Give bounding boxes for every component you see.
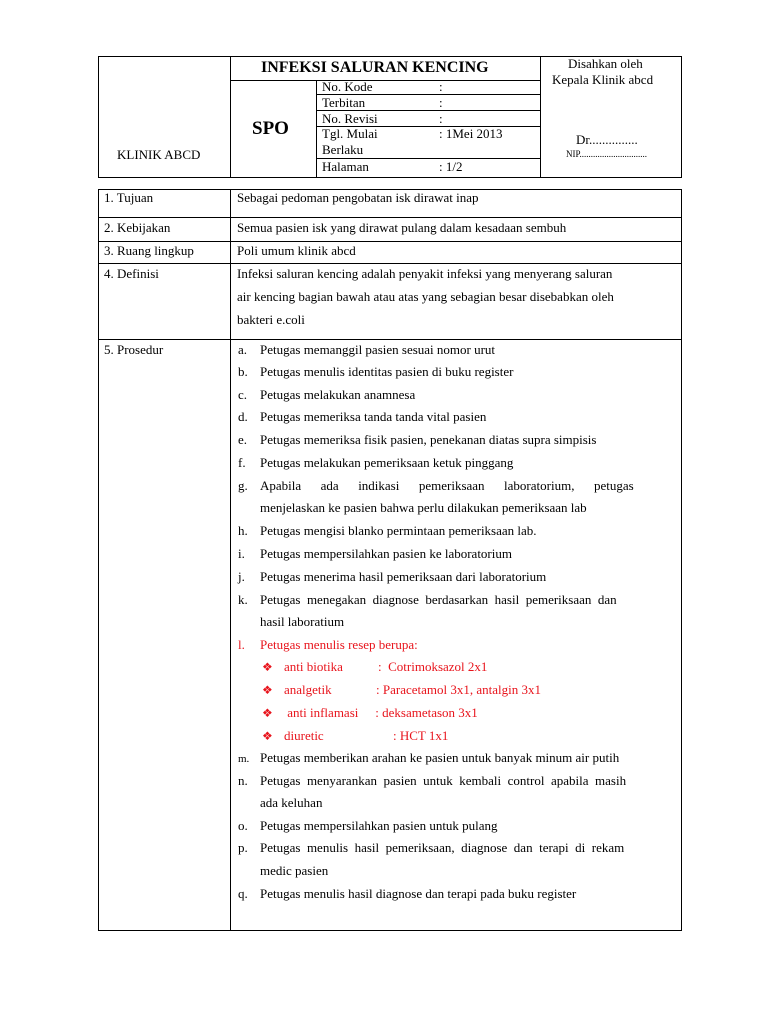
- field-no-revisi-value: :: [439, 111, 443, 126]
- step-letter: d.: [238, 409, 248, 424]
- field-terbitan-label: Terbitan: [322, 95, 366, 110]
- step-text: Petugas melakukan anamnesa: [260, 387, 416, 402]
- step-text: Petugas menulis identitas pasien di buku register: [260, 364, 514, 379]
- clinic-name: KLINIK ABCD: [117, 147, 201, 162]
- approval-signature: Dr...............: [576, 132, 638, 147]
- step-text: Petugas melakukan pemeriksaan ketuk pinggang: [260, 455, 514, 470]
- step-letter: g.: [238, 478, 248, 493]
- document-title: INFEKSI SALURAN KENCING: [261, 59, 489, 76]
- step-text: Petugas menyarankan pasien untuk kembali control apabila masih: [260, 773, 627, 788]
- step-text: Petugas menerima hasil pemeriksaan dari laboratorium: [260, 569, 547, 584]
- step-letter: o.: [238, 818, 248, 833]
- resep-dose: : HCT 1x1: [393, 728, 449, 743]
- step-letter: m.: [238, 753, 250, 765]
- step-letter: i.: [238, 546, 245, 561]
- field-berlaku-label: Berlaku: [322, 142, 364, 157]
- step-text-continued: hasil laboratium: [260, 614, 345, 629]
- row-kebijakan-text: Semua pasien isk yang dirawat pulang dalam kesadaan sembuh: [237, 220, 567, 235]
- row-definisi-line2: air kencing bagian bawah atau atas yang sebagian besar disebabkan oleh: [237, 289, 614, 304]
- step-letter: n.: [238, 773, 248, 788]
- field-no-revisi-label: No. Revisi: [322, 111, 378, 126]
- step-letter: p.: [238, 840, 248, 855]
- resep-drug: analgetik: [284, 682, 332, 697]
- step-letter: l.: [238, 637, 245, 652]
- field-halaman-label: Halaman: [322, 159, 369, 174]
- step-letter: a.: [238, 342, 248, 357]
- resep-dose: : Cotrimoksazol 2x1: [378, 659, 488, 674]
- step-text: Petugas memanggil pasien sesuai nomor urut: [260, 342, 496, 357]
- diamond-bullet-icon: ❖: [262, 683, 273, 697]
- resep-drug: anti biotika: [284, 659, 343, 674]
- resep-drug: anti inflamasi: [284, 705, 359, 720]
- step-text: Petugas mempersilahkan pasien untuk pulang: [260, 818, 498, 833]
- diamond-bullet-icon: ❖: [262, 660, 273, 674]
- field-terbitan-value: :: [439, 95, 443, 110]
- field-no-kode-value: :: [439, 79, 443, 94]
- step-letter: j.: [238, 569, 245, 584]
- step-text: Petugas memeriksa fisik pasien, penekanan diatas supra simpisis: [260, 432, 597, 447]
- row-definisi-label: 4. Definisi: [104, 266, 159, 281]
- step-text: Apabila ada indikasi pemeriksaan laboratorium, petugas: [260, 478, 634, 493]
- diamond-bullet-icon: ❖: [262, 706, 273, 720]
- step-letter: c.: [238, 387, 248, 402]
- resep-dose: : Paracetamol 3x1, antalgin 3x1: [376, 682, 541, 697]
- field-halaman-value: : 1/2: [439, 159, 463, 174]
- row-tujuan-label: 1. Tujuan: [104, 190, 154, 205]
- row-ruang-label: 3. Ruang lingkup: [104, 243, 194, 258]
- resep-drug: diuretic: [284, 728, 324, 743]
- row-ruang-text: Poli umum klinik abcd: [237, 243, 356, 258]
- step-letter: b.: [238, 364, 248, 379]
- step-letter: k.: [238, 592, 248, 607]
- step-text: Petugas menulis hasil pemeriksaan, diagnose dan terapi di rekam: [260, 840, 625, 855]
- step-text: Petugas menegakan diagnose berdasarkan hasil pemeriksaan dan: [260, 592, 617, 607]
- step-text-continued: ada keluhan: [260, 795, 323, 810]
- field-tgl-mulai-label: Tgl. Mulai: [322, 126, 378, 141]
- field-no-kode-label: No. Kode: [322, 79, 373, 94]
- step-text: Petugas menulis hasil diagnose dan terapi pada buku register: [260, 886, 577, 901]
- step-text: Petugas menulis resep berupa:: [260, 637, 418, 652]
- row-prosedur-label: 5. Prosedur: [104, 342, 164, 357]
- approval-nip: NIP..............................: [566, 149, 648, 159]
- resep-dose: : deksametason 3x1: [372, 705, 478, 720]
- step-text: Petugas memberikan arahan ke pasien untuk banyak minum air putih: [260, 750, 620, 765]
- step-letter: h.: [238, 523, 248, 538]
- step-letter: e.: [238, 432, 248, 447]
- step-letter: q.: [238, 886, 248, 901]
- step-text-continued: medic pasien: [260, 863, 329, 878]
- spo-label: SPO: [252, 118, 289, 139]
- approval-line1: Disahkan oleh: [568, 56, 643, 71]
- step-text: Petugas memeriksa tanda tanda vital pasien: [260, 409, 487, 424]
- field-tgl-mulai-value: : 1Mei 2013: [439, 126, 503, 141]
- row-kebijakan-label: 2. Kebijakan: [104, 220, 171, 235]
- step-letter: f.: [238, 455, 246, 470]
- row-definisi-line3: bakteri e.coli: [237, 312, 305, 327]
- step-text: Petugas mempersilahkan pasien ke laboratorium: [260, 546, 512, 561]
- row-definisi-line1: Infeksi saluran kencing adalah penyakit infeksi yang menyerang saluran: [237, 266, 613, 281]
- step-text-continued: menjelaskan ke pasien bahwa perlu dilakukan pemeriksaan lab: [260, 500, 587, 515]
- diamond-bullet-icon: ❖: [262, 729, 273, 743]
- approval-line2: Kepala Klinik abcd: [552, 72, 654, 87]
- row-tujuan-text: Sebagai pedoman pengobatan isk dirawat inap: [237, 190, 479, 205]
- step-text: Petugas mengisi blanko permintaan pemeriksaan lab.: [260, 523, 537, 538]
